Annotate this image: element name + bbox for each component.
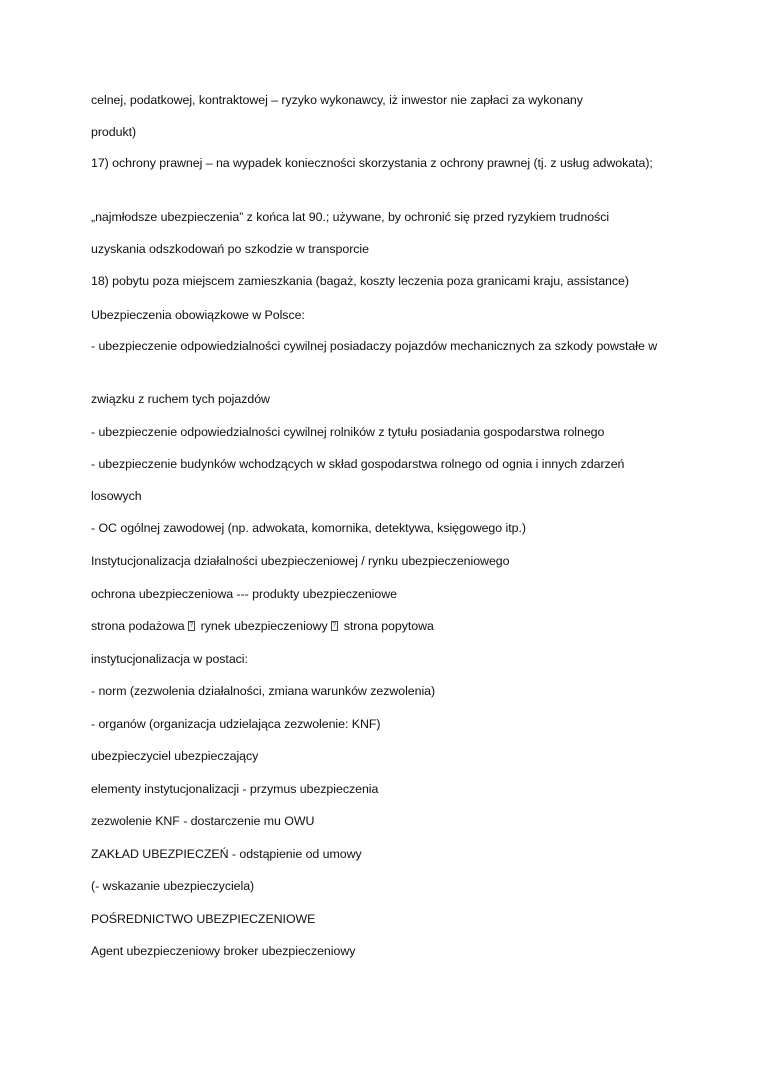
text-line: produkt): [91, 125, 137, 139]
text-line: losowych: [91, 489, 142, 503]
market-supply-side: strona podażowa: [91, 619, 185, 633]
text-line: ubezpieczyciel ubezpieczający: [91, 749, 259, 763]
text-line: zezwolenie KNF - dostarczenie mu OWU: [91, 814, 315, 828]
missing-glyph-icon: [188, 621, 195, 631]
text-line: (- wskazanie ubezpieczyciela): [91, 879, 255, 893]
text-line: Instytucjonalizacja działalności ubezpieczeniowej / rynku ubezpieczeniowego: [91, 554, 510, 568]
market-demand-side: strona popytowa: [343, 619, 434, 633]
text-line: POŚREDNICTWO UBEZPIECZENIOWE: [91, 912, 316, 926]
text-line: instytucjonalizacja w postaci:: [91, 652, 248, 666]
market-line: [91, 618, 676, 635]
text-line: - organów (organizacja udzielająca zezwolenie: KNF): [91, 717, 381, 731]
text-line: - ubezpieczenie odpowiedzialności cywilnej posiadaczy pojazdów mechanicznych za szkody powstałe w: [91, 339, 658, 353]
text-line: - ubezpieczenie odpowiedzialności cywilnej rolników z tytułu posiadania gospodarstwa rolnego: [91, 425, 605, 439]
text-line: - ubezpieczenie budynków wchodzących w skład gospodarstwa rolnego od ognia i innych zdarzeń: [91, 457, 625, 471]
text-line: - norm (zezwolenia działalności, zmiana warunków zezwolenia): [91, 684, 436, 698]
text-line: - OC ogólnej zawodowej (np. adwokata, komornika, detektywa, księgowego itp.): [91, 521, 526, 535]
text-line: uzyskania odszkodowań po szkodzie w transporcie: [91, 242, 369, 256]
text-line: „najmłodsze ubezpieczenia” z końca lat 90.; używane, by ochronić się przed ryzykiem trudności: [91, 210, 610, 224]
text-line: związku z ruchem tych pojazdów: [91, 392, 270, 406]
text-line: 17) ochrony prawnej – na wypadek konieczności skorzystania z ochrony prawnej (tj. z usług adwokata);: [91, 156, 653, 170]
text-line: ZAKŁAD UBEZPIECZEŃ - odstąpienie od umowy: [91, 847, 362, 861]
text-line: Ubezpieczenia obowiązkowe w Polsce:: [91, 308, 305, 322]
text-line: elementy instytucjonalizacji - przymus ubezpieczenia: [91, 782, 379, 796]
missing-glyph-icon: [331, 621, 338, 631]
text-line: 18) pobytu poza miejscem zamieszkania (bagaż, koszty leczenia poza granicami kraju, assistance): [91, 274, 629, 288]
text-line: Agent ubezpieczeniowy broker ubezpieczeniowy: [91, 944, 356, 958]
text-line: ochrona ubezpieczeniowa --- produkty ubezpieczeniowe: [91, 587, 397, 601]
market-insurance-market: rynek ubezpieczeniowy: [200, 619, 328, 633]
text-line: celnej, podatkowej, kontraktowej – ryzyko wykonawcy, iż inwestor nie zapłaci za wykonany: [91, 93, 583, 107]
